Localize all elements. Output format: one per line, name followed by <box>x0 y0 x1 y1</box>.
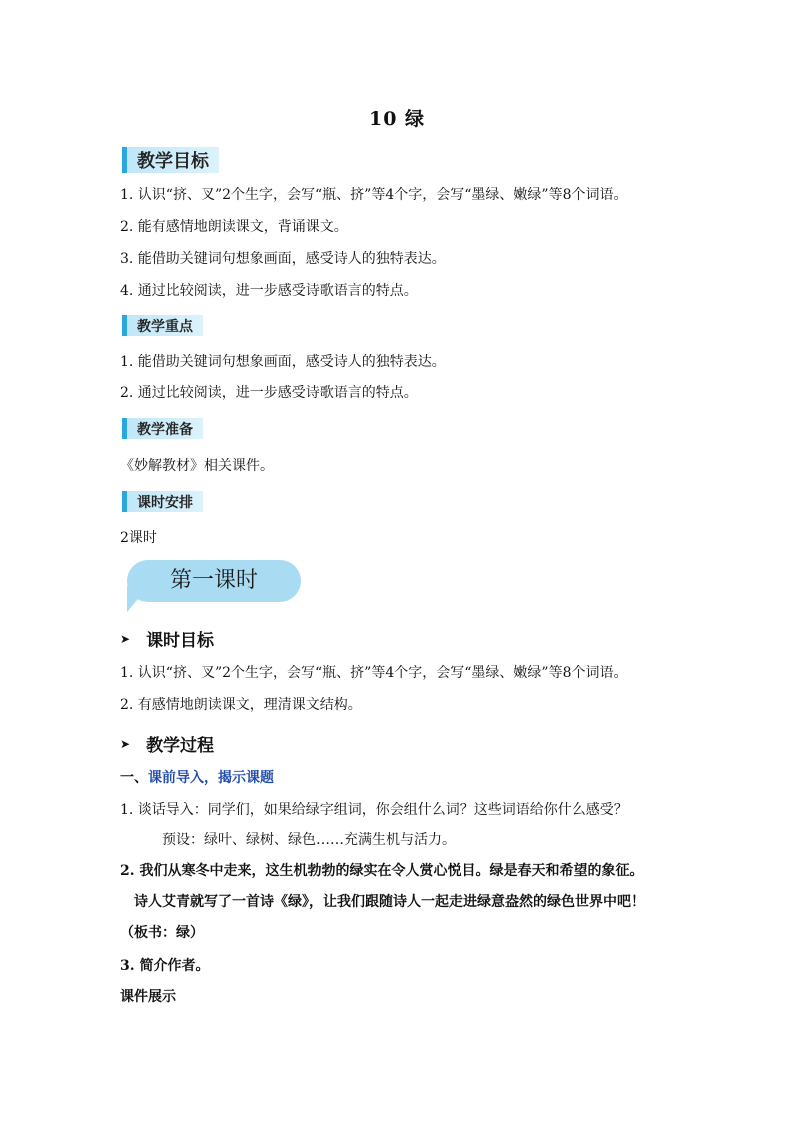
banner-label: 第一课时 <box>169 568 258 593</box>
section-header-goals <box>122 147 219 173</box>
process-line: 课件展示 <box>120 989 176 1005</box>
section-header-preparation <box>122 418 203 439</box>
process-line: 预设：绿叶、绿树、绿色……充满生机与活力。 <box>162 832 456 848</box>
subheading-label: 教学过程 <box>146 736 215 756</box>
section-header-label: 课时安排 <box>137 494 193 511</box>
arrow-bullet-icon: ➤ <box>120 631 131 646</box>
lesson-title: 10 绿 <box>368 108 426 130</box>
preparation-item: 《妙解教材》相关课件。 <box>120 458 274 474</box>
lesson-banner <box>127 560 301 612</box>
goal-item: 1. 认识“挤、叉”2个生字，会写“瓶、挤”等4个字，会写“墨绿、嫩绿”等8个词语。 <box>120 187 628 203</box>
step-title: 课前导入，揭示课题 <box>148 770 274 786</box>
process-line: 1. 谈话导入：同学们，如果给绿字组词，你会组什么词？这些词语给你什么感受？ <box>120 802 628 818</box>
goal-item: 3. 能借助关键词句想象画面，感受诗人的独特表达。 <box>120 251 446 267</box>
header-accent-bar <box>122 491 127 512</box>
schedule-item: 2课时 <box>120 530 157 546</box>
step-prefix: 一、 <box>120 770 148 786</box>
subheading-teaching-process <box>120 731 214 756</box>
lesson-goal-item: 2. 有感情地朗读课文，理清课文结构。 <box>120 697 362 713</box>
key-point-item: 1. 能借助关键词句想象画面，感受诗人的独特表达。 <box>120 354 446 370</box>
process-line: 3. 简介作者。 <box>120 958 210 974</box>
process-line: 诗人艾青就写了一首诗《绿》，让我们跟随诗人一起走进绿意盎然的绿色世界中吧！ <box>134 894 645 910</box>
goal-item: 2. 能有感情地朗读课文，背诵课文。 <box>120 219 348 235</box>
subheading-label: 课时目标 <box>146 631 215 651</box>
section-header-label: 教学重点 <box>137 318 193 335</box>
process-line: 2. 我们从寒冬中走来，这生机勃勃的绿实在令人赏心悦目。绿是春天和希望的象征。 <box>120 863 644 879</box>
section-header-schedule <box>122 491 203 512</box>
key-point-item: 2. 通过比较阅读，进一步感受诗歌语言的特点。 <box>120 385 418 401</box>
goal-item: 4. 通过比较阅读，进一步感受诗歌语言的特点。 <box>120 283 418 299</box>
lesson-goal-item: 1. 认识“挤、叉”2个生字，会写“瓶、挤”等4个字，会写“墨绿、嫩绿”等8个词语。 <box>120 665 628 681</box>
header-accent-bar <box>122 147 127 173</box>
section-header-label: 教学目标 <box>137 151 209 172</box>
section-header-label: 教学准备 <box>137 421 193 438</box>
header-accent-bar <box>122 418 127 439</box>
subheading-lesson-goals <box>120 626 214 651</box>
section-header-key-points <box>122 315 203 336</box>
header-accent-bar <box>122 315 127 336</box>
arrow-bullet-icon: ➤ <box>120 736 131 751</box>
process-line: （板书：绿） <box>120 925 204 941</box>
process-step-heading <box>120 769 274 787</box>
